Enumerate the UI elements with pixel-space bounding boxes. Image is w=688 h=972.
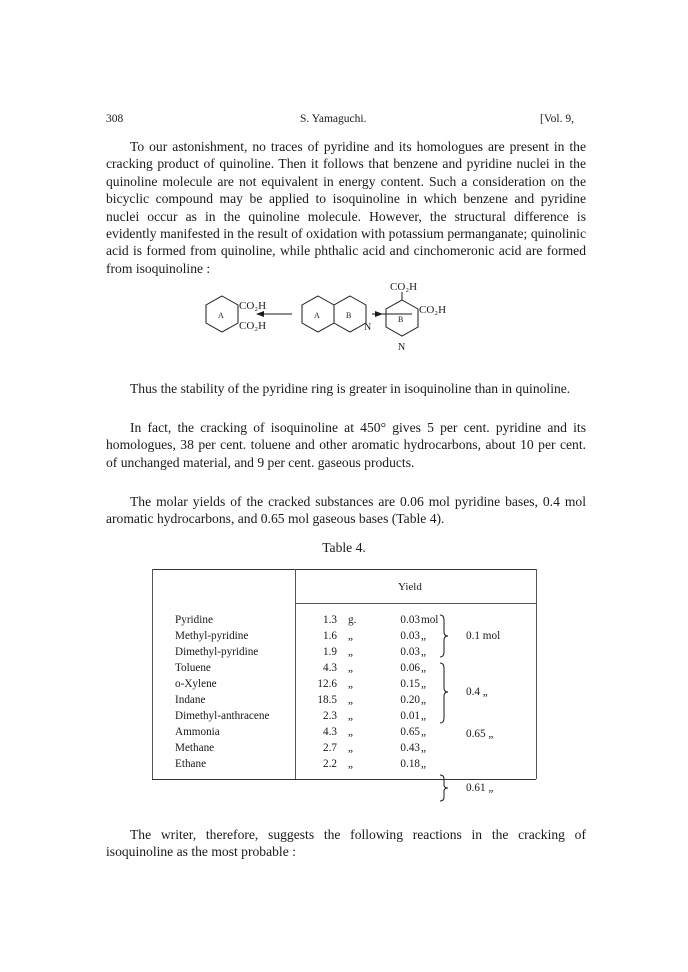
mol-value: 0.03	[400, 646, 420, 658]
mol-value: 0.01	[400, 710, 420, 722]
brace-aromatics	[440, 663, 448, 723]
group-ammonia: 0.65 „	[466, 728, 494, 740]
compound-name: Methane	[175, 742, 215, 754]
phthalic-ring-label: A	[218, 311, 224, 320]
compound-name: Indane	[175, 694, 206, 706]
table-caption: Table 4.	[322, 540, 366, 555]
amount: 4.3	[323, 726, 337, 738]
group-aromatics: 0.4 „	[466, 686, 488, 698]
amount-unit: „	[348, 646, 353, 658]
mol-value: 0.65	[400, 726, 420, 738]
mol-value: 0.18	[400, 758, 420, 770]
mol-unit: mol	[421, 614, 439, 626]
yield-header: Yield	[398, 581, 422, 593]
amount: 2.2	[323, 758, 337, 770]
amount: 1.9	[323, 646, 337, 658]
brace-gases	[440, 775, 448, 801]
mol-value: 0.20	[400, 694, 420, 706]
phthalic-co2h-top: CO₂H	[239, 300, 267, 312]
mol-unit: „	[421, 678, 426, 690]
amount: 1.6	[323, 630, 337, 642]
mol-unit: „	[421, 742, 426, 754]
mol-unit: „	[421, 710, 426, 722]
mol-unit: „	[421, 646, 426, 658]
mol-unit: „	[421, 726, 426, 738]
cinchomeronic-co2h-top: CO₂H	[390, 282, 418, 293]
phthalic-co2h-bottom: CO₂H	[239, 320, 267, 332]
amount-unit: „	[348, 662, 353, 674]
mol-unit: „	[421, 662, 426, 674]
isoquinoline-n: N	[364, 322, 372, 333]
mol-value: 0.43	[400, 742, 420, 754]
compound-name: Dimethyl-pyridine	[175, 646, 259, 658]
running-head-volume: [Vol. 9,	[540, 113, 574, 125]
paragraph-stability: Thus the stability of the pyridine ring is greater in isoquinoline than in quinoline.	[130, 381, 571, 396]
compound-name: Ethane	[175, 758, 207, 770]
paragraph-reactions: The writer, therefore, suggests the following reactions in the cracking of isoquinoline as the most probable :	[106, 827, 586, 860]
paragraph-oxidation: To our astonishment, no traces of pyridine and its homologues are present in the cracking product of quinoline. Then it follows that benzene and pyridine nuclei in the quinoline molecule are not equivalent in energy content. Such a consideration on the bicyclic compound may be applied to isoquinoline in which benzene and pyridine nuclei occur as in the quinoline molecule. However, the structural difference is evidently manifested in the result of oxidation with potassium permanganate; quinolinic acid is formed from quinoline, while phthalic acid and cinchomeronic acid are formed from isoquinoline :	[106, 139, 586, 276]
amount-unit: „	[348, 742, 353, 754]
mol-unit: „	[421, 630, 426, 642]
cinchomeronic-n: N	[398, 342, 406, 353]
paragraph-molar-yields: The molar yields of the cracked substances are 0.06 mol pyridine bases, 0.4 mol aromatic hydrocarbons, and 0.65 mol gaseous bases (Table 4).	[106, 494, 586, 527]
compound-name: Pyridine	[175, 614, 213, 626]
paragraph-cracking: In fact, the cracking of isoquinoline at 450° gives 5 per cent. pyridine and its homologues, 38 per cent. toluene and other aromatic hydrocarbons, about 10 per cent. of unchanged material, and 9 per cent. gaseous products.	[106, 420, 586, 470]
isoquinoline-ring-a-label: A	[314, 311, 320, 320]
compound-name: Toluene	[175, 662, 211, 674]
amount-unit: „	[348, 678, 353, 690]
mol-value: 0.06	[400, 662, 420, 674]
amount: 4.3	[323, 662, 337, 674]
amount: 1.3	[323, 614, 337, 626]
brace-pyridine-bases	[440, 615, 448, 657]
group-pyridine-bases: 0.1 mol	[466, 630, 501, 642]
mol-unit: „	[421, 758, 426, 770]
group-gases: 0.61 „	[466, 782, 494, 794]
amount-unit: „	[348, 630, 353, 642]
compound-name: Dimethyl-anthracene	[175, 710, 270, 722]
mol-value: 0.03	[400, 630, 420, 642]
group-braces	[0, 600, 688, 820]
amount: 12.6	[317, 678, 337, 690]
cinchomeronic-ring-label: B	[398, 315, 404, 324]
amount-unit: „	[348, 726, 353, 738]
cinchomeronic-co2h-side: CO₂H	[419, 304, 447, 316]
amount-unit: „	[348, 710, 353, 722]
amount-unit: g.	[348, 614, 357, 626]
amount-unit: „	[348, 758, 353, 770]
compound-name: o-Xylene	[175, 678, 217, 690]
amount-unit: „	[348, 694, 353, 706]
isoquinoline-ring-b-label: B	[346, 311, 352, 320]
amount: 2.3	[323, 710, 337, 722]
running-head-author: S. Yamaguchi.	[300, 113, 367, 125]
compound-name: Ammonia	[175, 726, 220, 738]
amount: 18.5	[317, 694, 337, 706]
amount: 2.7	[323, 742, 337, 754]
mol-value: 0.03	[400, 614, 420, 626]
oxidation-scheme	[0, 282, 688, 372]
page-number: 308	[106, 113, 124, 125]
mol-value: 0.15	[400, 678, 420, 690]
compound-name: Methyl-pyridine	[175, 630, 249, 642]
mol-unit: „	[421, 694, 426, 706]
